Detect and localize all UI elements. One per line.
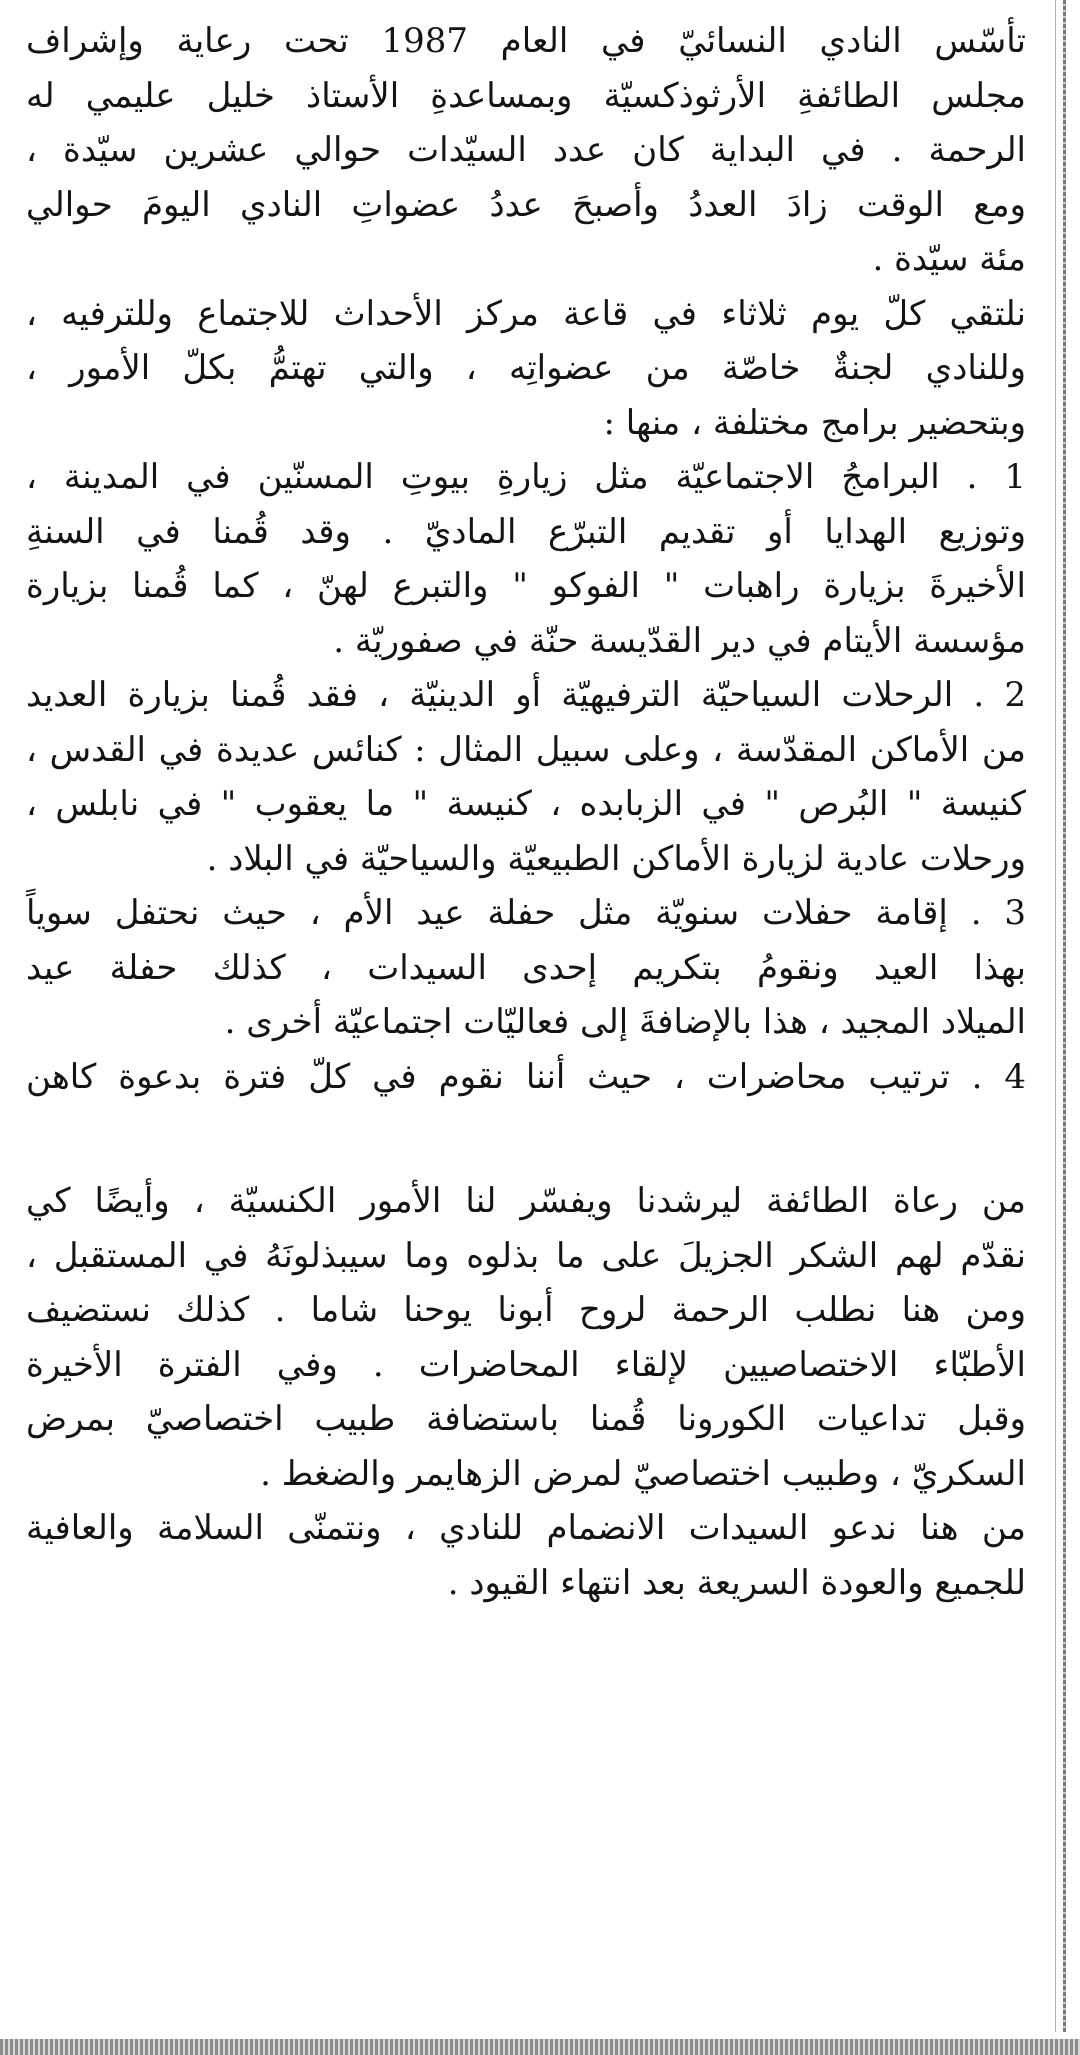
text-line: بهذا العيد ونقومُ بتكريم إحدى السيدات ، كذلك حفلة عيد <box>26 947 1026 988</box>
text-line: 1 . البرامجُ الاجتماعيّة مثل زيارةِ بيوتِ المسنّين في المدينة ، <box>26 457 1026 497</box>
text-line: من رعاة الطائفة ليرشدنا ويفسّر لنا الأمور الكنسيّة ، وأيضًا كي <box>26 1181 1026 1221</box>
text-line: الأطبّاء الاختصاصيين لإلقاء المحاضرات . وفي الفترة الأخيرة <box>26 1344 1026 1385</box>
text-line: نقدّم لهم الشكر الجزيلَ على ما بذلوه وما سيبذلونَهُ في المستقبل ، <box>26 1235 1026 1276</box>
text-line: من هنا ندعو السيدات الانضمام للنادي ، ونتمنّى السلامة والعافية <box>26 1508 1026 1548</box>
text-line: تأسّس النادي النسائيّ في العام 1987 تحت رعاية وإشراف <box>26 21 1027 61</box>
text-line: كنيسة " البُرص " في الزبابده ، كنيسة " ما يعقوب " في نابلس ، <box>26 784 1026 824</box>
text-line: مئة سيّدة . <box>872 239 1026 279</box>
paragraph-gap <box>26 1104 1026 1174</box>
meetings-paragraph <box>26 287 1026 451</box>
text-line: 4 . ترتيب محاضرات ، حيث أننا نقوم في كلّ فترة بدعوة كاهن <box>26 1056 1026 1097</box>
text-line: وقبل تداعيات الكورونا قُمنا باستضافة طبيب اختصاصيّ بمرض <box>26 1399 1026 1439</box>
page-bottom-border <box>0 2039 1080 2055</box>
text-line: وتوزيع الهدايا أو تقديم التبرّع الماديّ . وقد قُمنا في السنةِ <box>26 511 1026 552</box>
item-4-continued-paragraph <box>26 1174 1026 1501</box>
item-1-paragraph <box>26 450 1026 668</box>
item-4-paragraph <box>26 1050 1026 1105</box>
page-edge-border <box>1063 0 1066 2032</box>
closing-paragraph <box>26 1501 1026 1610</box>
text-line: مؤسسة الأيتام في دير القدّيسة حنّة في صفوريّة . <box>333 620 1026 661</box>
text-line: وبتحضير برامج مختلفة ، منها : <box>603 402 1026 443</box>
text-line: من الأماكن المقدّسة ، وعلى سبيل المثال : كنائس عديدة في القدس ، <box>26 729 1026 770</box>
text-line: 3 . إقامة حفلات سنويّة مثل حفلة عيد الأم ، حيث نحتفل سوياً <box>26 893 1026 933</box>
text-line: الرحمة . في البداية كان عدد السيّدات حوالي عشرين سيّدة ، <box>26 130 1026 170</box>
article-text <box>26 14 1026 1610</box>
page-edge-line <box>1055 0 1056 2032</box>
text-line: الميلاد المجيد ، هذا بالإضافةَ إلى فعاليّات اجتماعيّة أخرى . <box>224 1002 1026 1042</box>
text-line: للجميع والعودة السريعة بعد انتهاء القيود . <box>447 1562 1026 1603</box>
text-line: ومن هنا نطلب الرحمة لروح أبونا يوحنا شاما . كذلك نستضيف <box>26 1290 1026 1330</box>
text-line: ومع الوقت زادَ العددُ وأصبحَ عددُ عضواتِ النادي اليومَ حوالي <box>26 184 1027 225</box>
text-line: 2 . الرحلات السياحيّة الترفيهيّة أو الدينيّة ، فقد قُمنا بزيارة العديد <box>26 675 1026 715</box>
item-2-paragraph <box>26 668 1026 886</box>
text-line: نلتقي كلّ يوم ثلاثاء في قاعة مركز الأحداث للاجتماع وللترفيه ، <box>26 293 1026 334</box>
text-line: وللنادي لجنةٌ خاصّة من عضواتِه ، والتي تهتمُّ بكلّ الأمور ، <box>26 348 1026 388</box>
text-line: مجلس الطائفةِ الأرثوذكسيّة وبمساعدةِ الأستاذ خليل عليمي له <box>26 75 1026 116</box>
intro-paragraph <box>26 14 1026 287</box>
text-line: ورحلات عادية لزيارة الأماكن الطبيعيّة والسياحيّة في البلاد . <box>206 838 1026 879</box>
text-line: السكريّ ، وطبيب اختصاصيّ لمرض الزهايمر والضغط . <box>260 1453 1026 1494</box>
item-3-paragraph <box>26 886 1026 1050</box>
text-line: الأخيرةَ بزيارة راهبات " الفوكو " والتبرع لهنّ ، كما قُمنا بزيارة <box>26 566 1026 606</box>
